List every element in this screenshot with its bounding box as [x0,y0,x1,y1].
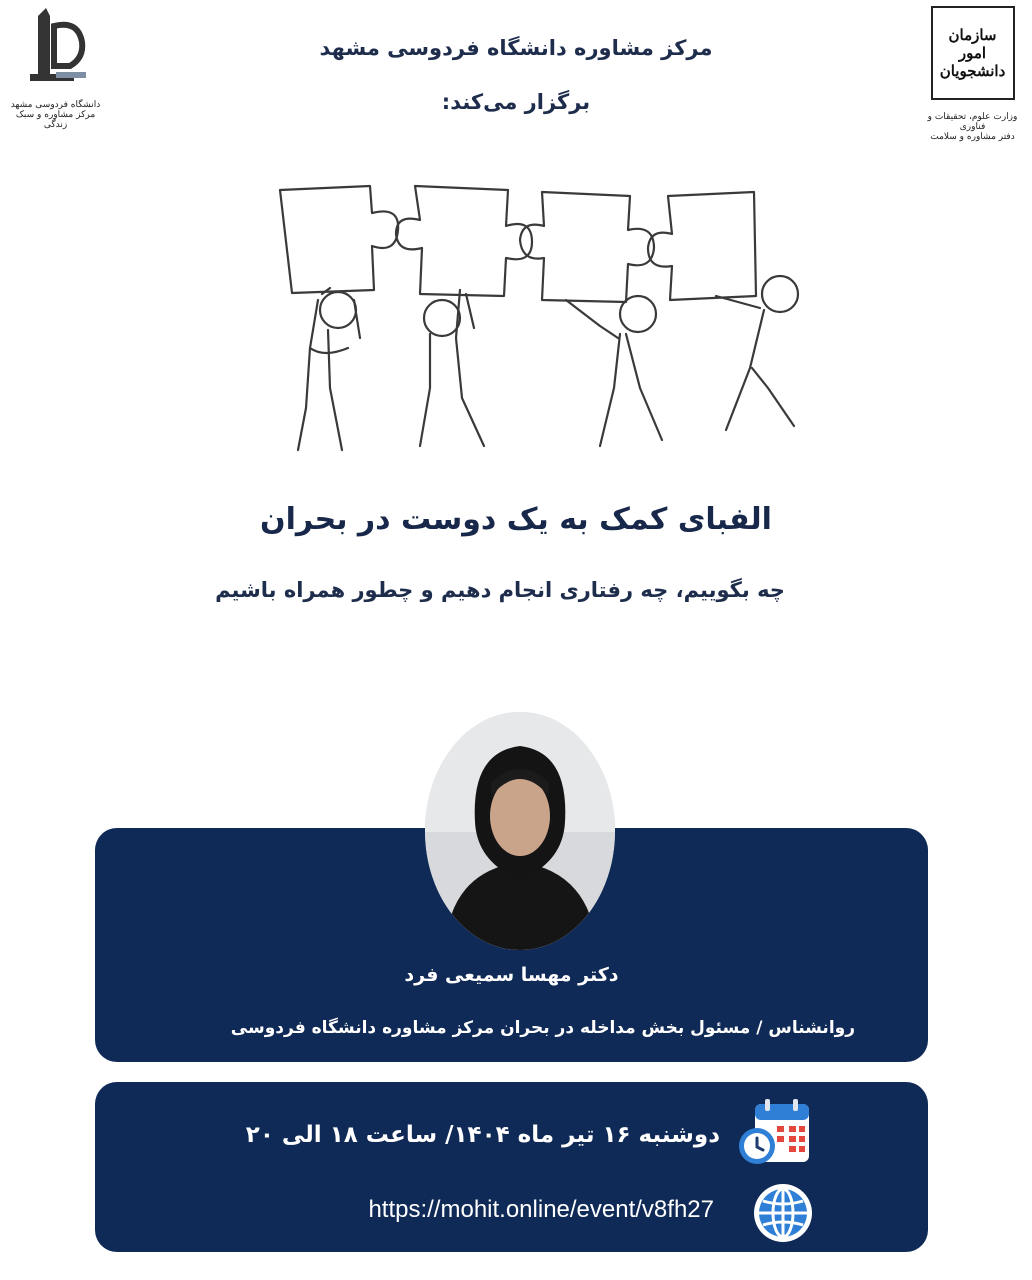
speaker-avatar-icon [425,712,615,950]
right-logo-caption-1: وزارت علوم، تحقیقات و فناوری [927,112,1018,132]
event-title: الفبای کمک به یک دوست در بحران [260,502,772,537]
left-logo-caption-1: دانشگاه فردوسی مشهد [10,100,101,110]
event-subtitle: چه بگوییم، چه رفتاری انجام دهیم و چطور همراه باشیم [215,578,785,602]
hosts-text: برگزار می‌کند: [441,90,591,114]
student-affairs-logo [925,6,1020,146]
event-link[interactable]: https://mohit.online/event/v8fh27 [368,1196,714,1223]
speaker-name: دکتر مهسا سمیعی فرد [404,964,619,986]
ferdowsi-university-logo [8,6,103,141]
organizer-text: مرکز مشاوره دانشگاه فردوسی مشهد [319,36,713,60]
calendar-clock-icon [737,1098,813,1168]
left-logo-caption-2: مرکز مشاوره و سبک زندگی [15,110,96,130]
speaker-photo [425,712,615,950]
globe-icon [752,1182,814,1244]
event-date-time: دوشنبه ۱۶ تیر ماه ۱۴۰۴/ ساعت ۱۸ الی ۲۰ [245,1122,720,1148]
right-logo-caption-2: دفتر مشاوره و سلامت [930,132,1015,142]
student-affairs-emblem: سازمان امور دانشجویان [931,6,1015,100]
speaker-role: روانشناس / مسئول بخش مداخله در بحران مرکز مشاوره دانشگاه فردوسی [230,1018,855,1038]
people-holding-puzzle-pieces-icon [270,178,810,468]
